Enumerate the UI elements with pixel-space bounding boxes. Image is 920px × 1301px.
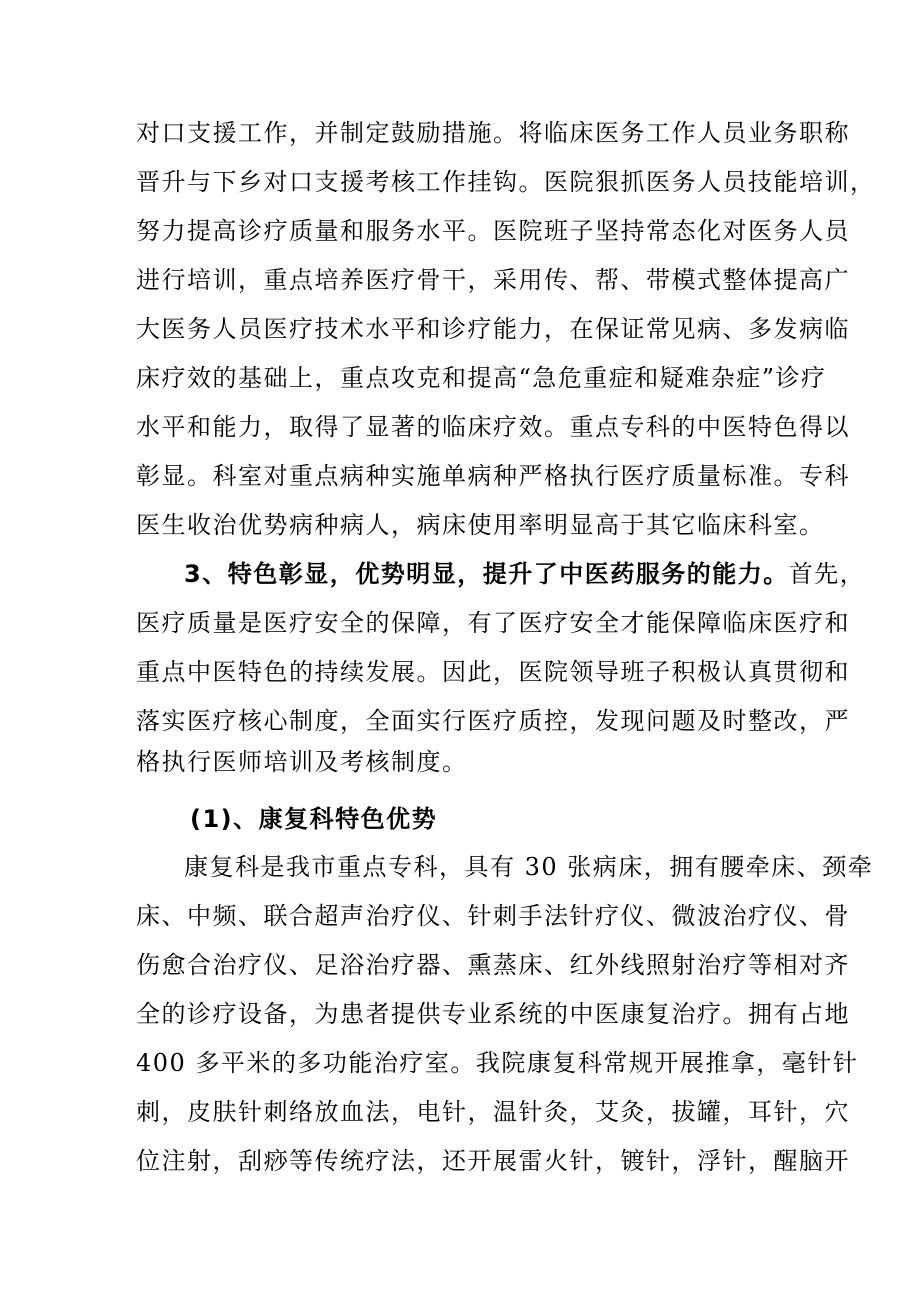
- paragraph-line: 进行培训，重点培养医疗骨干，采用传、帮、带模式整体提高广: [136, 266, 850, 294]
- paragraph-line: 水平和能力，取得了显著的临床疗效。重点专科的中医特色得以: [136, 413, 850, 441]
- paragraph-line: 晋升与下乡对口支援考核工作挂钩。医院狠抓医务人员技能培训，: [136, 168, 876, 196]
- paragraph-line: 刺，皮肤针刺络放血法，电针，温针灸，艾灸，拔罐，耳针，穴: [136, 1098, 850, 1126]
- paragraph-line: 大医务人员医疗技术水平和诊疗能力，在保证常见病、多发病临: [136, 315, 850, 343]
- section-heading-line: [184, 557, 865, 591]
- paragraph-line: 格执行医师培训及考核制度。: [136, 748, 468, 776]
- paragraph-line: 400 多平米的多功能治疗室。我院康复科常规开展推拿，毫针针: [136, 1049, 859, 1077]
- paragraph-line: 对口支援工作，并制定鼓励措施。将临床医务工作人员业务职称: [136, 119, 850, 147]
- paragraph-line: 努力提高诊疗质量和服务水平。医院班子坚持常态化对医务人员: [136, 217, 850, 245]
- paragraph-line: 床疗效的基础上，重点攻克和提高“急危重症和疑难杂症”诊疗: [136, 364, 827, 392]
- paragraph-line: 重点中医特色的持续发展。因此，医院领导班子积极认真贯彻和: [136, 658, 850, 686]
- paragraph-line: 位注射，刮痧等传统疗法，还开展雷火针，镀针，浮针，醒脑开: [136, 1147, 850, 1175]
- paragraph-line: 床、中频、联合超声治疗仪、针刺手法针疗仪、微波治疗仪、骨: [136, 902, 850, 930]
- paragraph-line: 医生收治优势病种病人，病床使用率明显高于其它临床科室。: [136, 511, 825, 539]
- paragraph-text: 首先，: [788, 560, 866, 588]
- paragraph-line: 彰显。科室对重点病种实施单病种严格执行医疗质量标准。专科: [136, 462, 850, 490]
- paragraph-line: 落实医疗核心制度，全面实行医疗质控，发现问题及时整改，严: [136, 707, 850, 735]
- paragraph-line: 康复科是我市重点专科，具有 30 张病床，拥有腰牵床、颈牵: [184, 853, 874, 881]
- paragraph-line: 伤愈合治疗仪、足浴治疗器、熏蒸床、红外线照射治疗等相对齐: [136, 951, 850, 979]
- paragraph-line: 全的诊疗设备，为患者提供专业系统的中医康复治疗。拥有占地: [136, 1000, 850, 1028]
- subheading: (1)、康复科特色优势: [190, 805, 438, 833]
- section-heading: 3、特色彰显，优势明显，提升了中医药服务的能力。: [184, 560, 789, 588]
- paragraph-line: 医疗质量是医疗安全的保障，有了医疗安全才能保障临床医疗和: [136, 609, 850, 637]
